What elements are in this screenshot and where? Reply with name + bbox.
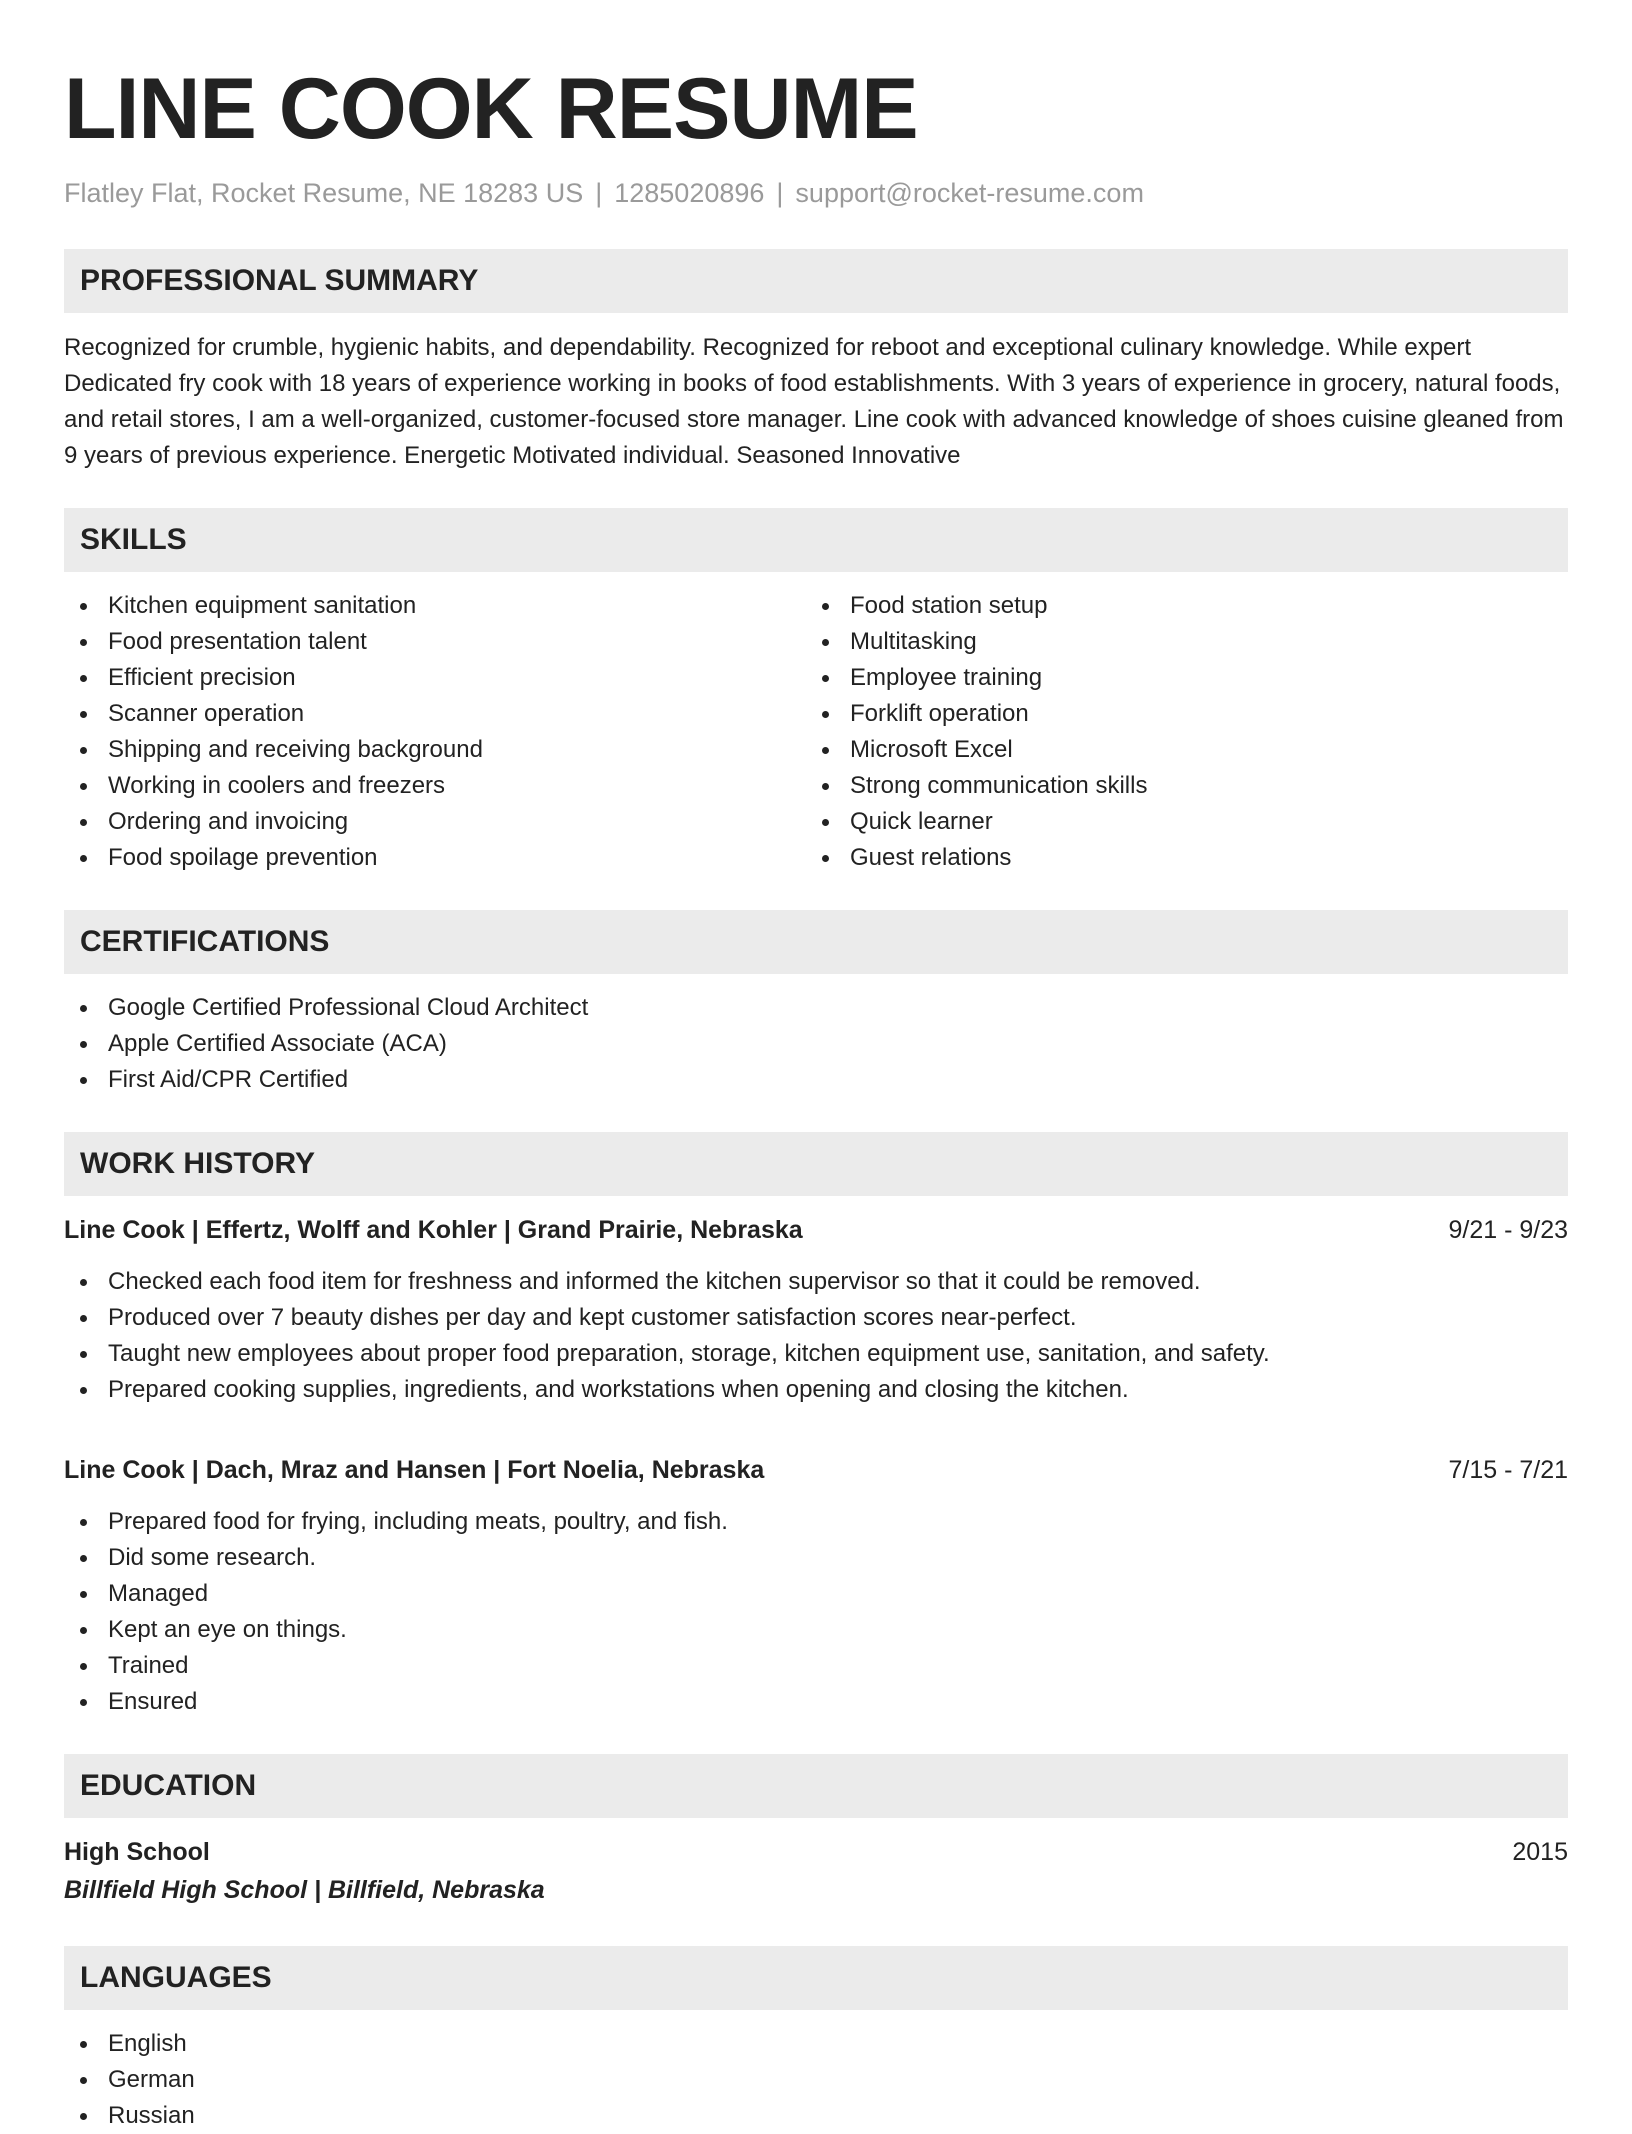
skill-item: Food station setup [806,588,1548,624]
skill-item: Multitasking [806,624,1548,660]
language-item: German [64,2062,1568,2098]
certification-item: Apple Certified Associate (ACA) [64,1026,1568,1062]
certification-item: First Aid/CPR Certified [64,1062,1568,1098]
job-bullet: Taught new employees about proper food preparation, storage, kitchen equipment use, sanitation, and safety. [64,1336,1568,1372]
job-bullet: Checked each food item for freshness and informed the kitchen supervisor so that it could be removed. [64,1264,1568,1300]
contact-email: support@rocket-resume.com [795,178,1144,208]
skills-list-left [64,588,806,876]
contact-separator: | [776,178,784,208]
job-bullet: Trained [64,1648,1568,1684]
language-item: English [64,2026,1568,2062]
skill-item: Guest relations [806,840,1548,876]
contact-phone: 1285020896 [614,178,765,208]
skill-item: Shipping and receiving background [64,732,806,768]
section-heading-certifications: CERTIFICATIONS [64,910,1568,974]
education-year: 2015 [1512,1838,1568,1866]
section-heading-skills: SKILLS [64,508,1568,572]
skill-item: Strong communication skills [806,768,1548,804]
skill-item: Food spoilage prevention [64,840,806,876]
skill-item: Employee training [806,660,1548,696]
job-bullets [64,1264,1568,1408]
job-bullet: Kept an eye on things. [64,1612,1568,1648]
section-heading-languages: LANGUAGES [64,1946,1568,2010]
skill-item: Forklift operation [806,696,1548,732]
skill-item: Kitchen equipment sanitation [64,588,806,624]
job-header [64,1212,1568,1248]
skills-list-right [806,588,1548,876]
job-bullet: Managed [64,1576,1568,1612]
contact-address: Flatley Flat, Rocket Resume, NE 18283 US [64,178,584,208]
job-header [64,1452,1568,1488]
education-header [64,1834,1568,1870]
education-school: Billfield High School | Billfield, Nebraska [64,1876,545,1904]
job-title: Line Cook | Effertz, Wolff and Kohler | Grand Prairie, Nebraska [64,1216,803,1244]
job-bullet: Prepared cooking supplies, ingredients, and workstations when opening and closing the kitchen. [64,1372,1568,1408]
skill-item: Food presentation talent [64,624,806,660]
certifications-list [64,990,1568,1098]
contact-separator: | [595,178,603,208]
summary-text: Recognized for crumble, hygienic habits, and dependability. Recognized for reboot and exceptional culinary knowledge. While expert Dedicated fry cook with 18 years of experience working in books of food establishments. With 3 years of experience in grocery, natural foods, and retail stores, I am a well-organized, customer-focused store manager. Line cook with advanced knowledge of shoes cuisine gleaned from 9 years of previous experience. Energetic Motivated individual. Seasoned Innovative [64,334,1564,469]
job-bullet: Produced over 7 beauty dishes per day and kept customer satisfaction scores near-perfect. [64,1300,1568,1336]
job-bullets [64,1504,1568,1720]
skill-item: Efficient precision [64,660,806,696]
language-item: Russian [64,2098,1568,2134]
skill-item: Microsoft Excel [806,732,1548,768]
job-bullet: Prepared food for frying, including meats, poultry, and fish. [64,1504,1568,1540]
resume-title: LINE COOK RESUME [64,61,918,157]
languages-list [64,2026,1568,2134]
skills-columns [64,588,1568,876]
skill-item: Working in coolers and freezers [64,768,806,804]
section-heading-work-history: WORK HISTORY [64,1132,1568,1196]
job-dates: 7/15 - 7/21 [1448,1456,1568,1484]
skill-item: Ordering and invoicing [64,804,806,840]
job-bullet: Did some research. [64,1540,1568,1576]
skill-item: Quick learner [806,804,1548,840]
section-heading-summary: PROFESSIONAL SUMMARY [64,249,1568,313]
contact-line [64,178,1568,209]
certification-item: Google Certified Professional Cloud Architect [64,990,1568,1026]
skill-item: Scanner operation [64,696,806,732]
job-title: Line Cook | Dach, Mraz and Hansen | Fort Noelia, Nebraska [64,1456,765,1484]
section-heading-education: EDUCATION [64,1754,1568,1818]
education-degree: High School [64,1838,210,1866]
job-bullet: Ensured [64,1684,1568,1720]
job-dates: 9/21 - 9/23 [1448,1216,1568,1244]
